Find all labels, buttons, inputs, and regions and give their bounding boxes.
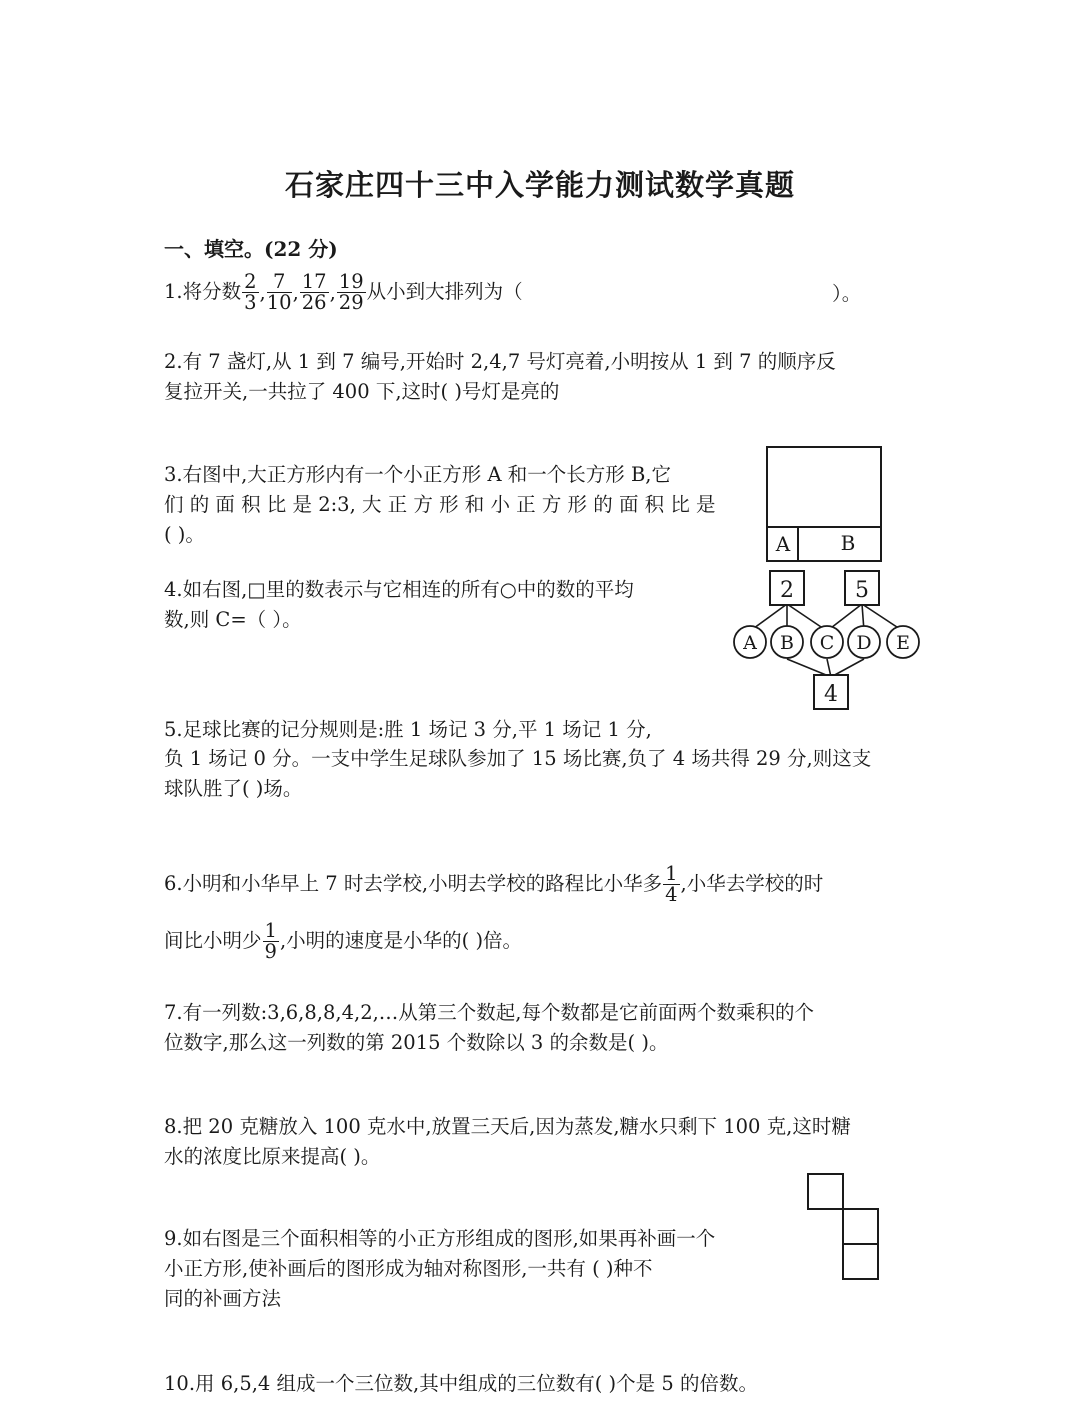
- small-square: [808, 1174, 843, 1209]
- q3-figure: [760, 440, 890, 566]
- question-5-line1: 5.足球比赛的记分规则是:胜 1 场记 3 分,平 1 场记 1 分,: [164, 718, 652, 741]
- question-9-line3: 同的补画方法: [164, 1287, 282, 1310]
- question-3-line2: 们 的 面 积 比 是 2:3, 大 正 方 形 和 小 正 方 形 的 面 积 比 是: [164, 493, 716, 516]
- q4-figure: [725, 565, 925, 715]
- q1-suffix: 从小到大排列为（: [366, 280, 523, 303]
- q6-fraction: $\frac{1}{9}$: [264, 918, 277, 963]
- question-6-line1: [164, 856, 823, 912]
- comma: ,: [329, 280, 336, 304]
- comma: ,: [259, 280, 266, 304]
- question-3-line1: 3.右图中,大正方形内有一个小正方形 A 和一个长方形 B,它: [164, 463, 672, 486]
- question-9-line1: 9.如右图是三个面积相等的小正方形组成的图形,如果再补画一个: [164, 1227, 716, 1250]
- box-value: 2: [780, 578, 794, 603]
- small-square: [843, 1209, 878, 1244]
- q1-fraction: $\frac{7}{10}$: [266, 269, 292, 314]
- question-4-line2: 数,则 C=（ ）。: [164, 608, 302, 631]
- page-title: 石家庄四十三中入学能力测试数学真题: [284, 168, 795, 202]
- question-8-line2: 水的浓度比原来提高( )。: [164, 1145, 381, 1168]
- question-7-line1: 7.有一列数:3,6,8,8,4,2,…从第三个数起,每个数都是它前面两个数乘积的个: [164, 1001, 815, 1024]
- circle-label: B: [780, 632, 794, 654]
- q6-fraction: $\frac{1}{4}$: [665, 861, 678, 906]
- question-6-line2: [164, 913, 522, 969]
- question-2-line1: 2.有 7 盏灯,从 1 到 7 编号,开始时 2,4,7 号灯亮着,小明按从 1 到 7 的顺序反: [164, 350, 836, 373]
- circle-label: D: [856, 632, 872, 654]
- answer-close: ）。: [832, 282, 862, 305]
- q1-fraction: $\frac{2}{3}$: [244, 269, 257, 314]
- question-5-line3: 球队胜了( )场。: [164, 777, 303, 800]
- question-4-line1: 4.如右图,□里的数表示与它相连的所有○中的数的平均: [164, 578, 634, 601]
- comma: ,: [292, 280, 299, 304]
- circle-label: A: [743, 632, 757, 654]
- label-b: B: [840, 531, 856, 555]
- question-5-line2: 负 1 场记 0 分。一支中学生足球队参加了 15 场比赛,负了 4 场共得 29 分,则这支: [164, 747, 872, 770]
- q6-text: 间比小明少: [164, 929, 262, 952]
- label-a: A: [775, 532, 791, 556]
- q9-figure: [800, 1168, 890, 1286]
- box-value: 4: [824, 682, 838, 707]
- question-7-line2: 位数字,那么这一列数的第 2015 个数除以 3 的余数是( )。: [164, 1031, 669, 1054]
- section-heading: 一、填空。(22 分): [164, 237, 338, 261]
- q6-text: 6.小明和小华早上 7 时去学校,小明去学校的路程比小华多: [164, 872, 663, 895]
- question-10: 10.用 6,5,4 组成一个三位数,其中组成的三位数有( )个是 5 的倍数。: [164, 1372, 758, 1395]
- question-1: [164, 268, 523, 317]
- question-2-line2: 复拉开关,一共拉了 400 下,这时( )号灯是亮的: [164, 380, 560, 403]
- question-3-line3: ( )。: [164, 523, 205, 546]
- q6-text: ,小华去学校的时: [680, 872, 824, 895]
- q1-prefix: 1.将分数: [164, 280, 242, 303]
- circle-label: E: [896, 632, 910, 654]
- question-8-line1: 8.把 20 克糖放入 100 克水中,放置三天后,因为蒸发,糖水只剩下 100 克,这时糖: [164, 1115, 851, 1138]
- small-square: [843, 1244, 878, 1279]
- question-9-line2: 小正方形,使补画后的图形成为轴对称图形,一共有 ( )种不: [164, 1257, 653, 1280]
- q1-fraction: $\frac{19}{29}$: [338, 269, 364, 314]
- circle-label: C: [819, 632, 835, 654]
- q6-text: ,小明的速度是小华的( )倍。: [279, 929, 523, 952]
- box-value: 5: [855, 578, 869, 603]
- q1-fraction: $\frac{17}{26}$: [301, 269, 327, 314]
